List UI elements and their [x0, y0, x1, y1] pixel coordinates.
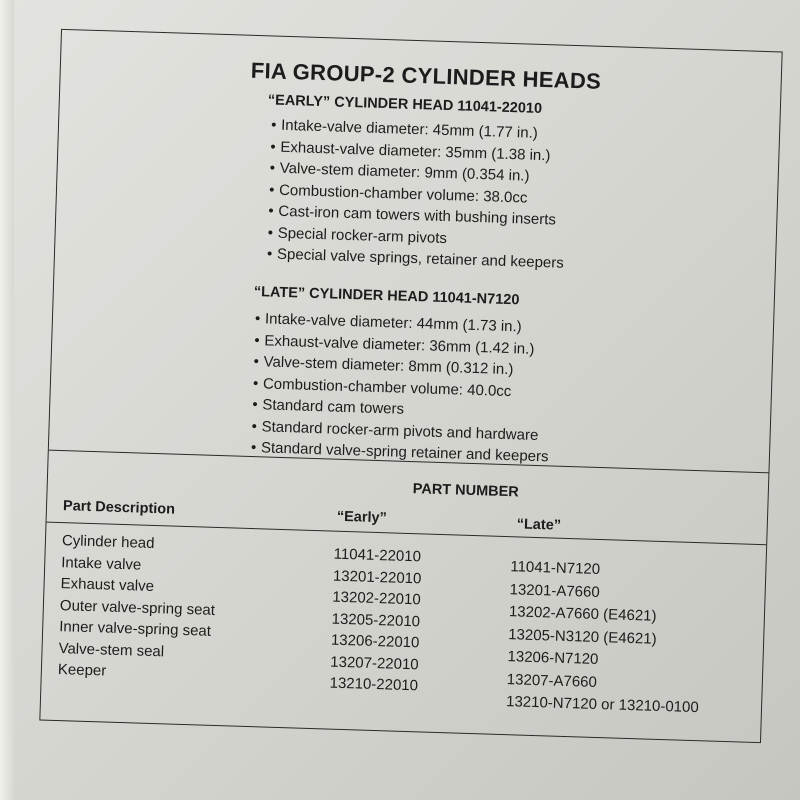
table-cell-early: 13201-22010: [332, 567, 422, 587]
early-spec-item: • Valve-stem diameter: 9mm (0.354 in.): [269, 159, 530, 185]
description-column: [58, 530, 218, 685]
early-spec-item: • Special rocker-arm pivots: [267, 223, 448, 247]
late-spec-list: [251, 308, 553, 468]
part-number-header: PART NUMBER: [412, 481, 520, 501]
table-cell-description: Outer valve-spring seat: [59, 596, 216, 619]
table-cell-early: 13202-22010: [332, 588, 421, 609]
table-cell-late: 13207-A7660: [506, 670, 598, 691]
table-cell-late: 13206-N7120: [507, 648, 599, 669]
table-cell-description: Keeper: [57, 661, 107, 680]
late-part-column: [506, 556, 704, 719]
early-heading: “EARLY” CYLINDER HEAD 11041-22010: [267, 92, 543, 117]
early-spec-list: [267, 114, 568, 274]
table-cell-description: Cylinder head: [61, 532, 155, 553]
late-spec-item: • Valve-stem diameter: 8mm (0.312 in.): [253, 353, 514, 379]
table-cell-early: 13205-22010: [331, 610, 421, 630]
table-cell-early: 13210-22010: [329, 674, 419, 695]
early-spec-item: • Intake-valve diameter: 45mm (1.77 in.): [270, 116, 539, 142]
col-header-late: “Late”: [516, 516, 562, 534]
table-cell-late: 13205-N3120 (E4621): [507, 625, 657, 648]
table-cell-description: Inner valve-spring seat: [59, 618, 212, 640]
table-cell-early: 13207-22010: [330, 653, 419, 673]
col-header-early: “Early”: [336, 508, 388, 527]
table-cell-description: Valve-stem seal: [58, 639, 165, 660]
table-cell-early: 13206-22010: [330, 631, 420, 652]
early-spec-item: • Special valve springs, retainer and keepers: [266, 245, 565, 272]
table-cell-description: Exhaust valve: [60, 575, 155, 596]
early-spec-item: • Exhaust-valve diameter: 35mm (1.38 in.): [270, 137, 551, 164]
col-header-description: Part Description: [62, 498, 176, 518]
late-spec-item: • Standard valve-spring retainer and keepers: [250, 439, 549, 466]
table-cell-late: 11041-N7120: [510, 558, 601, 579]
page-edge: [0, 0, 14, 800]
late-spec-item: • Exhaust-valve diameter: 36mm (1.42 in.): [254, 331, 535, 358]
table-cell-late: 13201-A7660: [509, 580, 600, 601]
spec-box: [39, 29, 782, 743]
early-spec-item: • Cast-iron cam towers with bushing inserts: [268, 202, 557, 229]
box-title: FIA GROUP-2 CYLINDER HEADS: [250, 57, 602, 94]
table-cell-late: 13210-N7120 or 13210-0100: [505, 693, 699, 717]
table-cell-late: 13202-A7660 (E4621): [508, 603, 657, 625]
late-spec-item: • Standard cam towers: [252, 396, 405, 418]
early-spec-item: • Combustion-chamber volume: 38.0cc: [268, 180, 528, 207]
late-spec-item: • Combustion-chamber volume: 40.0cc: [252, 374, 512, 400]
late-spec-item: • Standard rocker-arm pivots and hardware: [251, 417, 539, 444]
table-cell-early: 11041-22010: [333, 545, 422, 566]
late-spec-item: • Intake-valve diameter: 44mm (1.73 in.): [254, 310, 522, 336]
early-part-column: [329, 544, 422, 697]
late-heading: “LATE” CYLINDER HEAD 11041-N7120: [253, 284, 520, 309]
table-cell-description: Intake valve: [61, 553, 142, 574]
